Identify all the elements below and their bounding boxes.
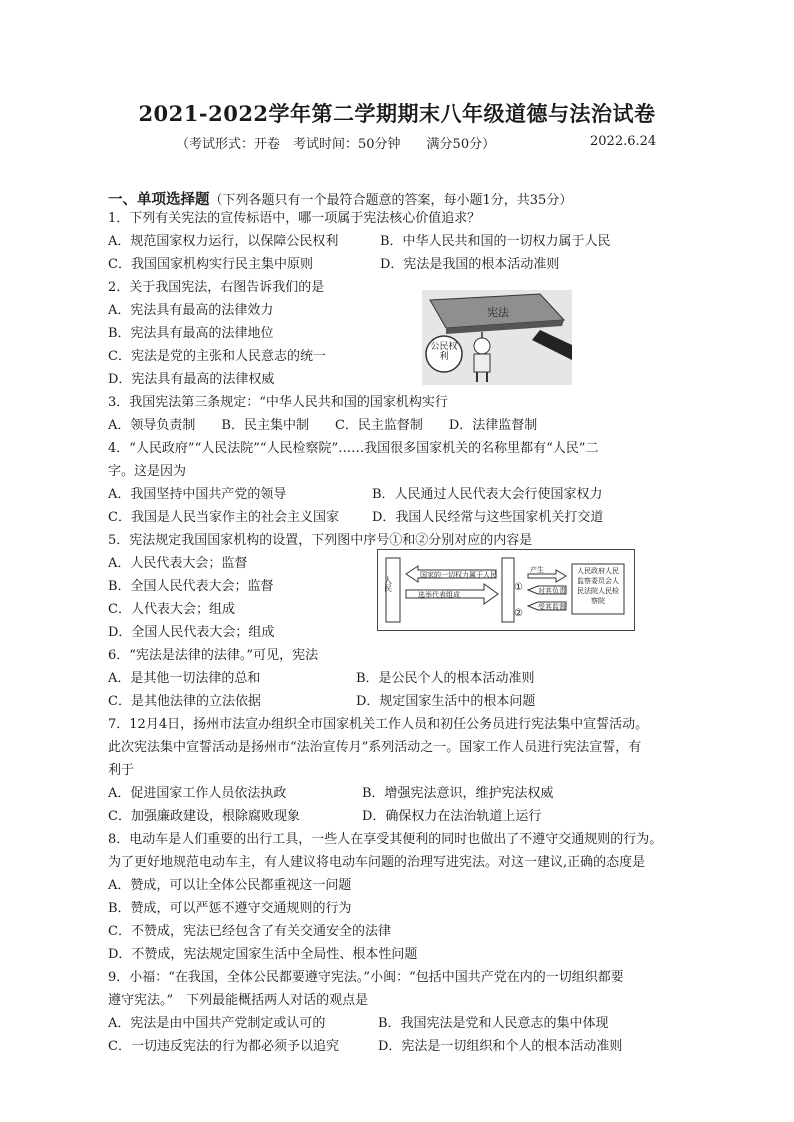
- q8-option-c: C．不赞成，宪法已经包含了有关交通安全的法律: [108, 924, 391, 939]
- q7-option-d: D．确保权力在法治轨道上运行: [362, 809, 542, 824]
- q5-option-c: C．人代表大会；组成: [108, 602, 235, 617]
- q9-option-d: D．宪法是一切组织和个人的根本活动准则: [378, 1039, 623, 1054]
- q9-option-c: C．一切违反宪法的行为都必须予以追究: [108, 1039, 339, 1054]
- q5-stem: 5．宪法规定我国国家机构的设置，下列图中序号①和②分别对应的内容是: [108, 533, 533, 548]
- q4-option-b: B．人民通过人民代表大会行使国家权力: [372, 487, 603, 502]
- diagram-mid-top: 产生: [530, 566, 544, 574]
- diagram-mid-mid: 对其负责: [538, 587, 566, 595]
- q6-option-b: B．是公民个人的根本活动准则: [356, 671, 535, 686]
- q1-option-d: D．宪法是我国的根本活动准则: [380, 257, 560, 272]
- q5-option-b: B．全国人民代表大会；监督: [108, 579, 274, 594]
- state-structure-diagram: [377, 549, 635, 631]
- q9-stem-line2: 遵守宪法。” 下列最能概括两人对话的观点是: [108, 993, 369, 1008]
- q2-option-a: A．宪法具有最高的法律效力: [108, 303, 274, 318]
- book-label: 宪法: [487, 307, 509, 319]
- q9-option-b: B．我国宪法是党和人民意志的集中体现: [378, 1016, 609, 1031]
- q7-option-b: B．增强宪法意识，维护宪法权威: [362, 786, 554, 801]
- q9-option-a: A．宪法是由中国共产党制定或认可的: [108, 1016, 326, 1031]
- q9-stem-line1: 9．小福：“在我国，全体公民都要遵守宪法。”小闽：“包括中国共产党在内的一切组织都要: [108, 970, 624, 985]
- q8-stem-line2: 为了更好地规范电动车主，有人建议将电动车问题的治理写进宪法。对这一建议,正确的态度是: [108, 855, 646, 870]
- q3-stem: 3．我国宪法第三条规定：“中华人民共和国的国家机构实行: [108, 395, 448, 410]
- diagram-arrow-bottom: 选举代表组成: [418, 591, 460, 599]
- q8-option-d: D．不赞成，宪法规定国家生活中全局性、根本性问题: [108, 947, 418, 962]
- q5-option-a: A．人民代表大会；监督: [108, 556, 248, 571]
- q1-option-c: C．我国国家机构实行民主集中原则: [108, 257, 313, 272]
- q2-option-d: D．宪法具有最高的法律权威: [108, 372, 275, 387]
- q8-stem-line1: 8．电动车是人们重要的出行工具，一些人在享受其便利的同时也做出了不遵守交通规则的行为。: [108, 832, 663, 847]
- q8-option-a: A．赞成，可以让全体公民都重视这一问题: [108, 878, 352, 893]
- section-title: 一、单项选择题: [108, 191, 210, 208]
- q7-stem-line1: 7．12月4日，扬州市法宣办组织全市国家机关工作人员和初任公务员进行宪法集中宣誓活动。: [108, 717, 649, 732]
- diagram-arrow-top: 国家的一切权力属于人民: [420, 571, 497, 579]
- q1-stem: 1．下列有关宪法的宣传标语中，哪一项属于宪法核心价值追求？: [108, 211, 481, 226]
- q7-option-a: A．促进国家工作人员依法执政: [108, 786, 287, 801]
- q1-option-b: B．中华人民共和国的一切权力属于人民: [380, 234, 611, 249]
- q4-stem-line2: 字。这是因为: [108, 464, 187, 479]
- q6-option-d: D．规定国家生活中的根本问题: [356, 694, 536, 709]
- q6-option-a: A．是其他一切法律的总和: [108, 671, 261, 686]
- state-structure-graphic: [378, 550, 634, 630]
- q5-option-d: D．全国人民代表大会；组成: [108, 625, 275, 640]
- diagram-right-box: 人民政府人民监察委员会人民法院人民检察院: [577, 567, 619, 605]
- q8-option-b: B．赞成，可以严惩不遵守交通规则的行为: [108, 901, 352, 916]
- q4-stem-line1: 4．“人民政府”“人民法院”“人民检察院”……我国很多国家机关的名称里都有“人民”二: [108, 441, 599, 456]
- diagram-mid-bot: 受其监督: [538, 603, 566, 611]
- q7-stem-line2: 此次宪法集中宣誓活动是扬州市“法治宣传月”系列活动之一。国家工作人员进行宪法宣誓，有: [108, 740, 642, 755]
- section-header: [108, 188, 572, 209]
- q4-option-a: A．我国坚持中国共产党的领导: [108, 487, 287, 502]
- q3-options: A．领导负责制 B．民主集中制 C．民主监督制 D．法律监督制: [108, 418, 538, 433]
- page-title: 2021-2022学年第二学期期末八年级道德与法治试卷: [138, 101, 656, 126]
- q4-option-d: D．我国人民经常与这些国家机关打交道: [372, 510, 604, 525]
- q1-option-a: A．规范国家权力运行，以保障公民权利: [108, 234, 339, 249]
- q2-option-b: B．宪法具有最高的法律地位: [108, 326, 274, 341]
- diagram-num1: ①: [514, 582, 523, 593]
- q2-option-c: C．宪法是党的主张和人民意志的统一: [108, 349, 326, 364]
- q2-stem: 2．关于我国宪法，右图告诉我们的是: [108, 280, 325, 295]
- q7-stem-line3: 利于: [108, 763, 135, 778]
- q6-stem: 6．“宪法是法律的法律。”可见，宪法: [108, 648, 319, 663]
- q7-option-c: C．加强廉政建设，根除腐败现象: [108, 809, 300, 824]
- circle-label: 公民权利: [430, 341, 458, 361]
- q6-option-c: C．是其他法律的立法依据: [108, 694, 261, 709]
- exam-info: （考试形式：开卷 考试时间：50分钟 满分50分）: [176, 137, 496, 152]
- diagram-left-box: 人民: [383, 576, 393, 592]
- section-instructions: （下列各题只有一个最符合题意的答案，每小题1分，共35分）: [209, 193, 573, 208]
- diagram-num2: ②: [514, 608, 523, 619]
- exam-date: 2022.6.24: [590, 134, 657, 149]
- constitution-cartoon: [422, 290, 572, 385]
- q4-option-c: C．我国是人民当家作主的社会主义国家: [108, 510, 339, 525]
- constitution-cartoon-graphic: [422, 290, 572, 385]
